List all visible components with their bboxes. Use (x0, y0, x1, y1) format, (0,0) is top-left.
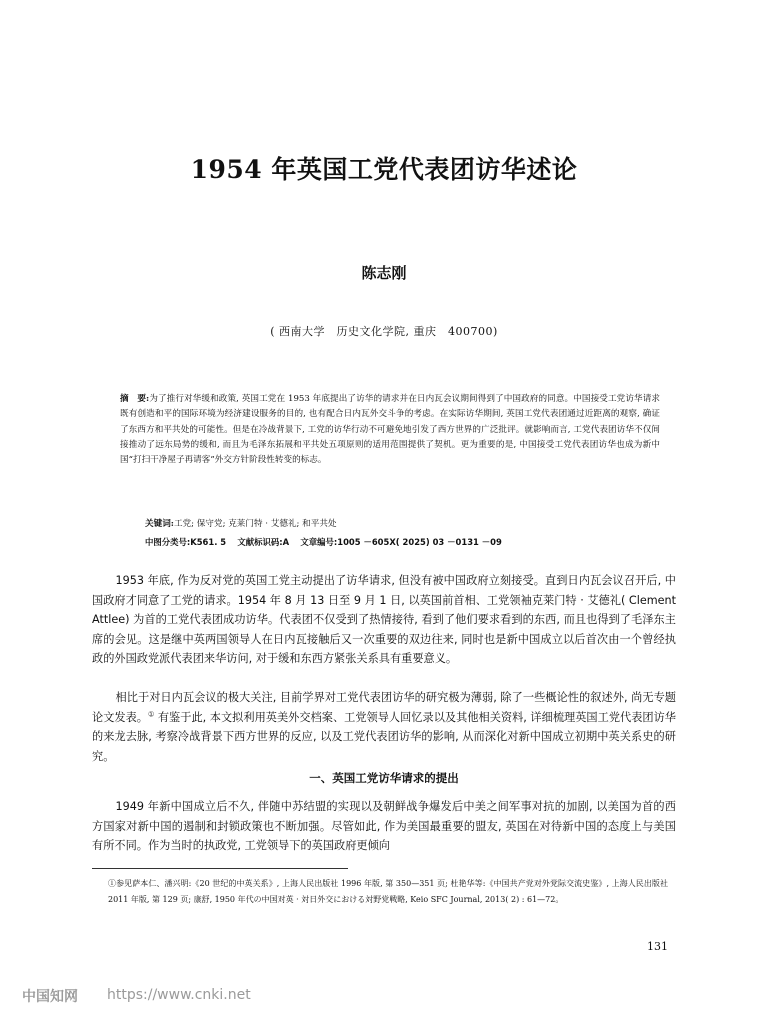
paper-title: 1954 年英国工党代表团访华述论 (190, 155, 578, 184)
keywords-label: 关键词: (145, 519, 174, 529)
paragraph-text: 1949 年新中国成立后不久, 伴随中苏结盟的实现以及朝鲜战争爆发后中美之间军事对抗的加剧, 以美国为首的西方国家对新中国的遏制和封锁政策也不断加强。尽管如此, 作为美国最重要的盟友, 英国在对待新中国的态度上与美国有所不同。作为当时的执政党, 工党领导下的英国政府更倾向 (92, 800, 676, 853)
author-affiliation: ( 西南大学 历史文化学院, 重庆 400700) (270, 325, 498, 338)
footnote-marker[interactable]: ① (148, 709, 155, 718)
paragraph-text: 1953 年底, 作为反对党的英国工党主动提出了访华请求, 但没有被中国政府立刻接受。直到日内瓦会议召开后, 中国政府才同意了工党的请求。1954 年 8 月 13 日至 9 月 1 日, 以英国前首相、工党领袖克莱门特 · 艾德礼( Clement Attlee) 为首的工党代表团成功访华。代表团不仅受到了热情接待, 看到了他们要求看到的东西, 而且也得到了毛泽东主席的会见。这是继中英两国领导人在日内瓦接触后又一次重要的双边往来, 同时也是新中国成立以后首次由一个曾经执政的外国政党派代表团来华访问, 对于缓和东西方紧张关系具有重要意义。 (92, 574, 676, 666)
keywords-text: 工党; 保守党; 克莱门特 · 艾德礼; 和平共处 (173, 519, 337, 529)
body-paragraph-1 (92, 571, 676, 669)
paragraph-text-part-b: 有鉴于此, 本文拟利用英美外交档案、工党领导人回忆录以及其他相关资料, 详细梳理英国工党代表团访华的来龙去脉, 考察冷战背景下西方世界的反应, 以及工党代表团访华的影响, 从而深化对新中国成立初期中英关系史的研究。 (92, 710, 676, 763)
keywords (145, 517, 665, 529)
author-name: 陈志刚 (361, 264, 407, 282)
abstract-label: 摘 要: (120, 394, 150, 404)
paragraph-text (92, 688, 676, 766)
body-paragraph-3 (92, 797, 676, 856)
footnote-divider (92, 868, 348, 869)
section-heading: 一、英国工党访华请求的提出 (309, 771, 459, 785)
abstract-text: 为了推行对华缓和政策, 英国工党在 1953 年底提出了访华的请求并在日内瓦会议期间得到了中国政府的同意。中国接受工党访华请求既有创造和平的国际环境为经济建设服务的目的, 也有配合日内瓦外交斗争的考虑。在实际访华期间, 英国工党代表团通过近距离的观察, 确证了东西方和平共处的可能性。但是在冷战背景下, 工党的访华行动不可避免地引发了西方世界的广泛批评。就影响而言, 工党代表团访华不仅间接推动了远东局势的缓和, 而且为毛泽东拓展和平共处五项原则的适用范围提供了契机。更为重要的是, 中国接受工党代表团访华也成为新中国“打扫干净屋子再请客”外交方针阶段性转变的标志。 (120, 394, 660, 466)
paragraph-text-part-a: 相比于对日内瓦会议的极大关注, 目前学界对工党代表团访华的研究极为薄弱, 除了一些概论性的叙述外, 尚无专题论文发表。 (92, 691, 676, 724)
classification-line: 中图分类号:K561. 5 文献标识码:A 文章编号:1005 －605X( 2025) 03 －0131 －09 (145, 537, 502, 547)
watermark-logo: 中国知网 (22, 989, 78, 1005)
footnote: ①参见萨本仁、潘兴明:《20 世纪的中英关系》, 上海人民出版社 1996 年版, 第 350—351 页; 杜艳华等:《中国共产党对外党际交流史鉴》, 上海人民出版社 2011 年版, 第 129 页; 康舒, 1950 年代の中国对英 · 対日外交における対野党戦略, Keio SFC Journal, 2013( 2) : 61—72。 (108, 879, 668, 904)
body-paragraph-2 (92, 688, 676, 766)
page-number: 131 (647, 940, 668, 953)
abstract (120, 392, 660, 468)
watermark-url[interactable]: https://www.cnki.net (107, 987, 251, 1003)
